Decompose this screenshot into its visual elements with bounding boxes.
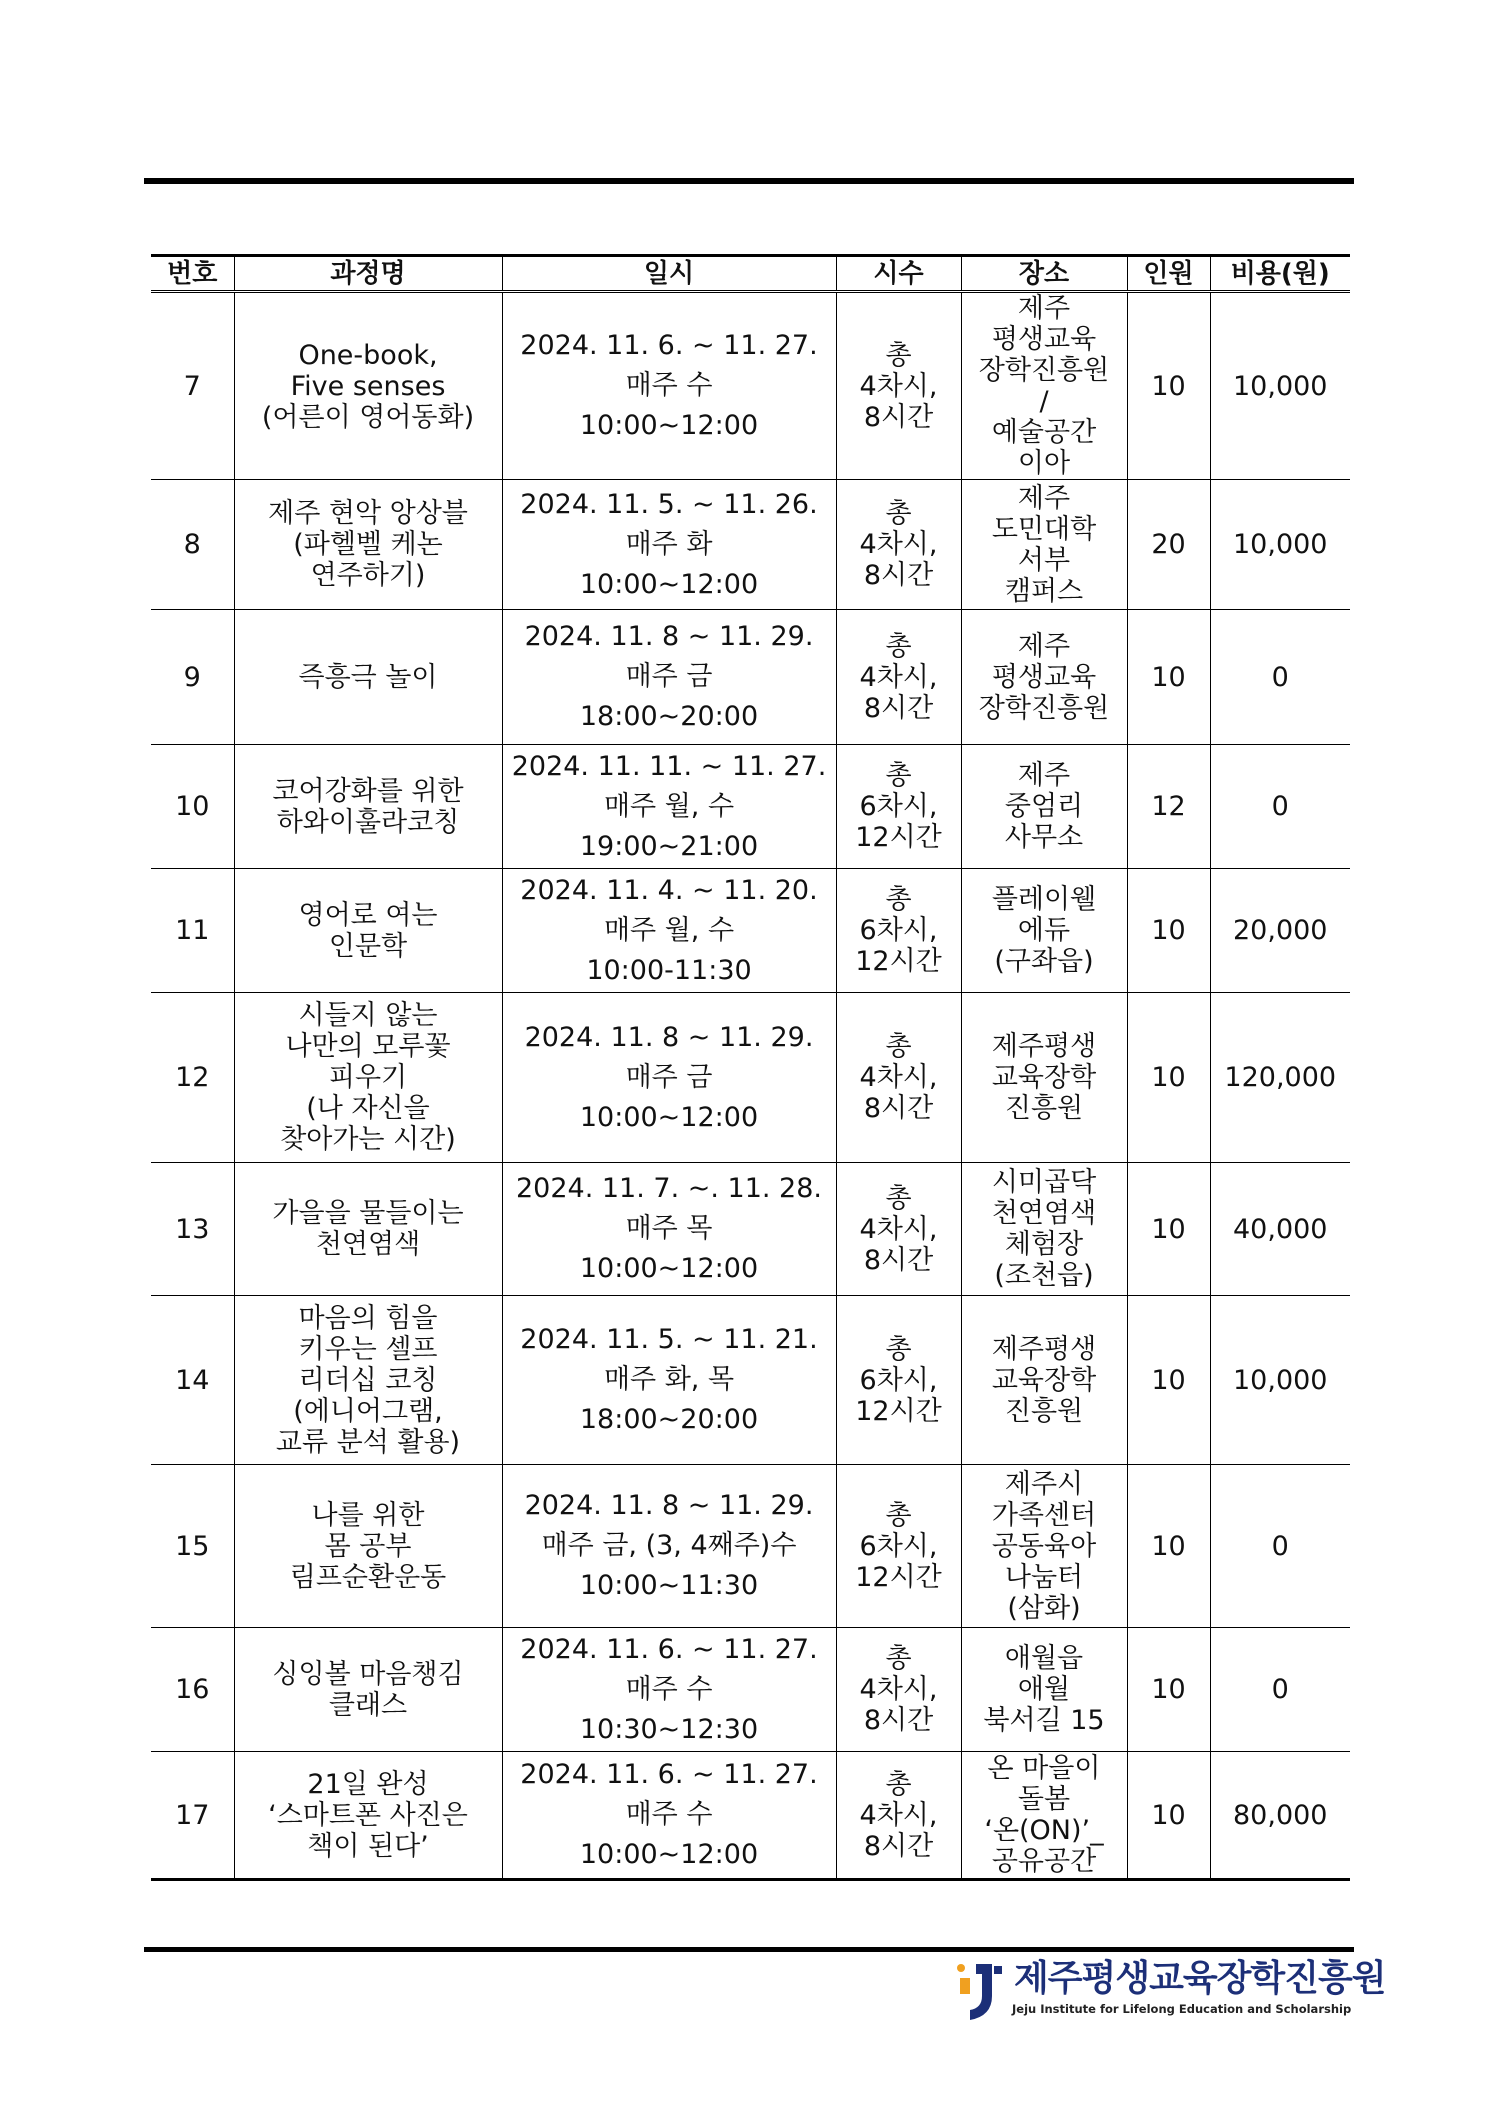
cell-number: 13 bbox=[151, 1163, 234, 1296]
cell-cost: 80,000 bbox=[1210, 1752, 1350, 1880]
table-row bbox=[151, 745, 1350, 869]
cell-number: 10 bbox=[151, 745, 234, 869]
cell-cost: 120,000 bbox=[1210, 993, 1350, 1163]
cell-capacity: 10 bbox=[1127, 993, 1210, 1163]
cell-schedule: 2024. 11. 4. ~ 11. 20. 매주 월, 수 10:00-11:30 bbox=[502, 869, 836, 993]
cell-place: 제주 중엄리 사무소 bbox=[961, 745, 1127, 869]
cell-number: 16 bbox=[151, 1628, 234, 1752]
header-capacity: 인원 bbox=[1127, 256, 1210, 292]
cell-number: 9 bbox=[151, 610, 234, 745]
cell-hours: 총 4차시, 8시간 bbox=[836, 292, 961, 480]
cell-course-name: 시들지 않는 나만의 모루꽃 피우기 (나 자신을 찾아가는 시간) bbox=[234, 993, 502, 1163]
header-place: 장소 bbox=[961, 256, 1127, 292]
cell-cost: 40,000 bbox=[1210, 1163, 1350, 1296]
cell-schedule: 2024. 11. 5. ~ 11. 21. 매주 화, 목 18:00~20:00 bbox=[502, 1296, 836, 1465]
header-number: 번호 bbox=[151, 256, 234, 292]
cell-hours: 총 6차시, 12시간 bbox=[836, 869, 961, 993]
cell-hours: 총 6차시, 12시간 bbox=[836, 1465, 961, 1628]
table-row bbox=[151, 993, 1350, 1163]
footer-rule bbox=[144, 1947, 1354, 1952]
cell-capacity: 12 bbox=[1127, 745, 1210, 869]
cell-capacity: 10 bbox=[1127, 610, 1210, 745]
cell-capacity: 20 bbox=[1127, 480, 1210, 610]
cell-hours: 총 4차시, 8시간 bbox=[836, 610, 961, 745]
cell-number: 7 bbox=[151, 292, 234, 480]
table-row bbox=[151, 1628, 1350, 1752]
cell-schedule: 2024. 11. 6. ~ 11. 27. 매주 수 10:00~12:00 bbox=[502, 292, 836, 480]
cell-hours: 총 4차시, 8시간 bbox=[836, 480, 961, 610]
cell-schedule: 2024. 11. 8 ~ 11. 29. 매주 금 10:00~12:00 bbox=[502, 993, 836, 1163]
cell-cost: 0 bbox=[1210, 610, 1350, 745]
cell-course-name: 싱잉볼 마음챙김 클래스 bbox=[234, 1628, 502, 1752]
cell-course-name: 즉흥극 놀이 bbox=[234, 610, 502, 745]
header-schedule: 일시 bbox=[502, 256, 836, 292]
table-row bbox=[151, 1163, 1350, 1296]
cell-number: 14 bbox=[151, 1296, 234, 1465]
cell-place: 플레이웰 에듀 (구좌읍) bbox=[961, 869, 1127, 993]
cell-cost: 20,000 bbox=[1210, 869, 1350, 993]
cell-schedule: 2024. 11. 5. ~ 11. 26. 매주 화 10:00~12:00 bbox=[502, 480, 836, 610]
cell-place: 온 마을이 돌봄 ‘온(ON)’_ 공유공간 bbox=[961, 1752, 1127, 1880]
cell-capacity: 10 bbox=[1127, 1465, 1210, 1628]
header-rule bbox=[144, 178, 1354, 184]
cell-course-name: 나를 위한 몸 공부 림프순환운동 bbox=[234, 1465, 502, 1628]
institute-name: 제주평생교육장학진흥원 bbox=[1014, 1958, 1386, 1999]
table-row bbox=[151, 1752, 1350, 1880]
cell-place: 시미곱닥 천연염색 체험장 (조천읍) bbox=[961, 1163, 1127, 1296]
cell-cost: 10,000 bbox=[1210, 292, 1350, 480]
cell-place: 제주평생 교육장학 진흥원 bbox=[961, 993, 1127, 1163]
header-cost: 비용(원) bbox=[1210, 256, 1350, 292]
cell-number: 12 bbox=[151, 993, 234, 1163]
table-row bbox=[151, 869, 1350, 993]
cell-cost: 0 bbox=[1210, 1465, 1350, 1628]
cell-place: 제주 평생교육 장학진흥원 bbox=[961, 610, 1127, 745]
cell-capacity: 10 bbox=[1127, 292, 1210, 480]
cell-capacity: 10 bbox=[1127, 1752, 1210, 1880]
header-course-name: 과정명 bbox=[234, 256, 502, 292]
cell-cost: 10,000 bbox=[1210, 1296, 1350, 1465]
table-row bbox=[151, 610, 1350, 745]
table-row bbox=[151, 1465, 1350, 1628]
cell-course-name: 제주 현악 앙상블 (파헬벨 케논 연주하기) bbox=[234, 480, 502, 610]
institute-emblem-icon bbox=[952, 1958, 1008, 2022]
header-hours: 시수 bbox=[836, 256, 961, 292]
institute-name-english: Jeju Institute for Lifelong Education and Scholarship bbox=[1012, 2002, 1352, 2016]
cell-course-name: 21일 완성 ‘스마트폰 사진은 책이 된다’ bbox=[234, 1752, 502, 1880]
table-row bbox=[151, 1296, 1350, 1465]
cell-course-name: 마음의 힘을 키우는 셀프 리더십 코칭 (에니어그램, 교류 분석 활용) bbox=[234, 1296, 502, 1465]
institute-logo bbox=[952, 1958, 1386, 2018]
cell-schedule: 2024. 11. 7. ~. 11. 28. 매주 목 10:00~12:00 bbox=[502, 1163, 836, 1296]
cell-place: 제주시 가족센터 공동육아 나눔터 (삼화) bbox=[961, 1465, 1127, 1628]
cell-number: 8 bbox=[151, 480, 234, 610]
course-schedule-table bbox=[151, 254, 1350, 1881]
table-row bbox=[151, 292, 1350, 480]
cell-course-name: 코어강화를 위한 하와이훌라코칭 bbox=[234, 745, 502, 869]
cell-capacity: 10 bbox=[1127, 1628, 1210, 1752]
cell-hours: 총 4차시, 8시간 bbox=[836, 993, 961, 1163]
cell-hours: 총 6차시, 12시간 bbox=[836, 1296, 961, 1465]
cell-course-name: One-book, Five senses (어른이 영어동화) bbox=[234, 292, 502, 480]
cell-course-name: 가을을 물들이는 천연염색 bbox=[234, 1163, 502, 1296]
cell-hours: 총 4차시, 8시간 bbox=[836, 1752, 961, 1880]
cell-schedule: 2024. 11. 6. ~ 11. 27. 매주 수 10:00~12:00 bbox=[502, 1752, 836, 1880]
cell-schedule: 2024. 11. 8 ~ 11. 29. 매주 금, (3, 4째주)수 10:00~11:30 bbox=[502, 1465, 836, 1628]
cell-hours: 총 6차시, 12시간 bbox=[836, 745, 961, 869]
table-row bbox=[151, 480, 1350, 610]
cell-cost: 0 bbox=[1210, 1628, 1350, 1752]
cell-hours: 총 4차시, 8시간 bbox=[836, 1628, 961, 1752]
cell-place: 제주 평생교육 장학진흥원 / 예술공간 이아 bbox=[961, 292, 1127, 480]
cell-schedule: 2024. 11. 11. ~ 11. 27. 매주 월, 수 19:00~21:00 bbox=[502, 745, 836, 869]
cell-hours: 총 4차시, 8시간 bbox=[836, 1163, 961, 1296]
cell-capacity: 10 bbox=[1127, 1163, 1210, 1296]
cell-capacity: 10 bbox=[1127, 1296, 1210, 1465]
cell-cost: 10,000 bbox=[1210, 480, 1350, 610]
cell-number: 11 bbox=[151, 869, 234, 993]
cell-course-name: 영어로 여는 인문학 bbox=[234, 869, 502, 993]
cell-place: 제주 도민대학 서부 캠퍼스 bbox=[961, 480, 1127, 610]
cell-schedule: 2024. 11. 8 ~ 11. 29. 매주 금 18:00~20:00 bbox=[502, 610, 836, 745]
table-header-row bbox=[151, 256, 1350, 292]
cell-place: 애월읍 애월 북서길 15 bbox=[961, 1628, 1127, 1752]
cell-number: 15 bbox=[151, 1465, 234, 1628]
cell-schedule: 2024. 11. 6. ~ 11. 27. 매주 수 10:30~12:30 bbox=[502, 1628, 836, 1752]
cell-number: 17 bbox=[151, 1752, 234, 1880]
cell-cost: 0 bbox=[1210, 745, 1350, 869]
cell-place: 제주평생 교육장학 진흥원 bbox=[961, 1296, 1127, 1465]
cell-capacity: 10 bbox=[1127, 869, 1210, 993]
